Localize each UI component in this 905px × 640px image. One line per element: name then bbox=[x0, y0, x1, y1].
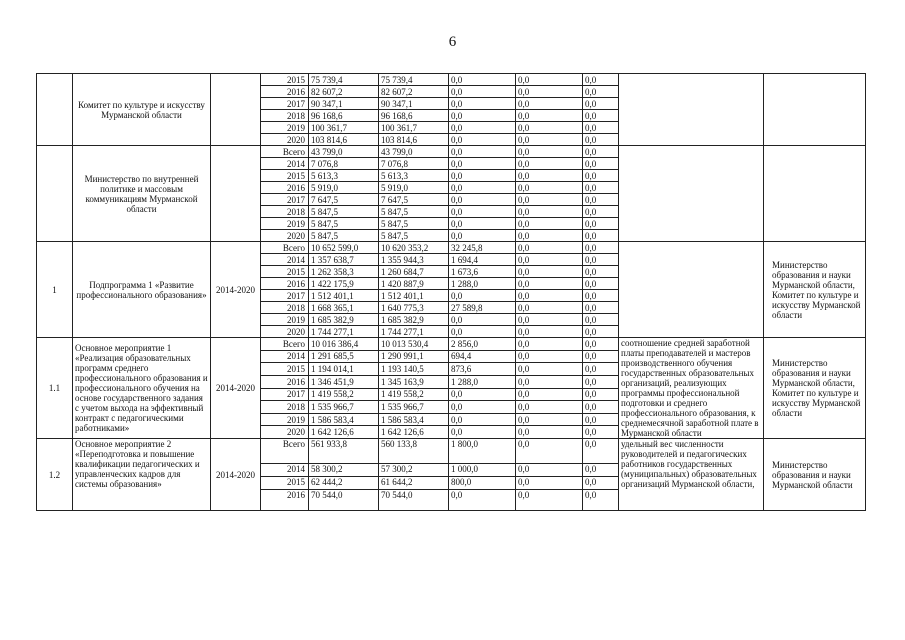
value-cell: 0,0 bbox=[583, 122, 619, 134]
value-cell: 0,0 bbox=[516, 464, 583, 477]
row-responsible: Министерство образования и науки Мурманской области, Комитет по культуре и искусству Мурманской области bbox=[764, 242, 866, 338]
page-number: 6 bbox=[448, 34, 457, 50]
year-cell: 2015 bbox=[261, 363, 309, 376]
value-cell: 75 739,4 bbox=[309, 74, 379, 86]
value-cell: 1 260 684,7 bbox=[379, 266, 449, 278]
value-cell: 90 347,1 bbox=[379, 98, 449, 110]
value-cell: 5 847,5 bbox=[309, 218, 379, 230]
row-responsible bbox=[764, 146, 866, 242]
value-cell: 0,0 bbox=[449, 146, 516, 158]
value-cell: 0,0 bbox=[583, 490, 619, 511]
year-cell: 2019 bbox=[261, 218, 309, 230]
value-cell: 62 444,2 bbox=[309, 477, 379, 490]
year-cell: 2019 bbox=[261, 413, 309, 426]
value-cell: 0,0 bbox=[449, 74, 516, 86]
value-cell: 32 245,8 bbox=[449, 242, 516, 254]
value-cell: 0,0 bbox=[449, 230, 516, 242]
value-cell: 1 346 451,9 bbox=[309, 375, 379, 388]
row-responsible: Министерство образования и науки Мурманской области, Комитет по культуре и искусству Мурманской области bbox=[764, 338, 866, 439]
row-indicator: соотношение средней заработной платы преподавателей и мастеров производственного обучения государственных образовательных организаций, реализующих программы профессиональной подготовки и среднего профессионального образования, к среднемесячной заработной плате в Мурманской области bbox=[619, 338, 764, 439]
value-cell: 1 535 966,7 bbox=[379, 401, 449, 414]
table-row bbox=[37, 74, 866, 86]
value-cell: 0,0 bbox=[516, 490, 583, 511]
value-cell: 0,0 bbox=[516, 375, 583, 388]
value-cell: 1 357 638,7 bbox=[309, 254, 379, 266]
value-cell: 0,0 bbox=[583, 401, 619, 414]
value-cell: 0,0 bbox=[449, 110, 516, 122]
value-cell: 1 535 966,7 bbox=[309, 401, 379, 414]
value-cell: 103 814,6 bbox=[379, 134, 449, 146]
year-cell: 2017 bbox=[261, 290, 309, 302]
value-cell: 57 300,2 bbox=[379, 464, 449, 477]
value-cell: 0,0 bbox=[583, 290, 619, 302]
value-cell: 1 420 887,9 bbox=[379, 278, 449, 290]
value-cell: 1 668 365,1 bbox=[309, 302, 379, 314]
value-cell: 96 168,6 bbox=[309, 110, 379, 122]
value-cell: 70 544,0 bbox=[379, 490, 449, 511]
value-cell: 0,0 bbox=[516, 254, 583, 266]
value-cell: 1 288,0 bbox=[449, 278, 516, 290]
row-name: Комитет по культуре и искусству Мурманской области bbox=[73, 74, 211, 146]
value-cell: 1 291 685,5 bbox=[309, 350, 379, 363]
year-cell: 2016 bbox=[261, 375, 309, 388]
year-cell: 2016 bbox=[261, 278, 309, 290]
value-cell: 1 194 014,1 bbox=[309, 363, 379, 376]
value-cell: 0,0 bbox=[449, 490, 516, 511]
row-name: Основное мероприятие 2 «Переподготовка и повышение квалификации педагогических и управленческих кадров для системы образования» bbox=[73, 439, 211, 511]
value-cell: 1 744 277,1 bbox=[379, 326, 449, 338]
value-cell: 0,0 bbox=[516, 206, 583, 218]
year-cell: 2015 bbox=[261, 266, 309, 278]
value-cell: 75 739,4 bbox=[379, 74, 449, 86]
value-cell: 0,0 bbox=[516, 110, 583, 122]
year-cell: 2017 bbox=[261, 388, 309, 401]
value-cell: 27 589,8 bbox=[449, 302, 516, 314]
year-cell: 2019 bbox=[261, 314, 309, 326]
year-cell: 2018 bbox=[261, 401, 309, 414]
value-cell: 0,0 bbox=[583, 218, 619, 230]
year-cell: 2015 bbox=[261, 477, 309, 490]
value-cell: 10 652 599,0 bbox=[309, 242, 379, 254]
value-cell: 0,0 bbox=[583, 477, 619, 490]
value-cell: 0,0 bbox=[516, 439, 583, 464]
value-cell: 43 799,0 bbox=[309, 146, 379, 158]
value-cell: 0,0 bbox=[583, 86, 619, 98]
row-name: Подпрограмма 1 «Развитие профессионального образования» bbox=[73, 242, 211, 338]
row-number bbox=[37, 74, 73, 146]
value-cell: 0,0 bbox=[449, 182, 516, 194]
value-cell: 1 642 126,6 bbox=[379, 426, 449, 439]
row-period: 2014-2020 bbox=[211, 439, 261, 511]
row-period: 2014-2020 bbox=[211, 338, 261, 439]
row-responsible bbox=[764, 74, 866, 146]
year-cell: 2019 bbox=[261, 122, 309, 134]
row-indicator bbox=[619, 242, 764, 338]
value-cell: 0,0 bbox=[449, 290, 516, 302]
value-cell: 1 419 558,2 bbox=[379, 388, 449, 401]
value-cell: 1 288,0 bbox=[449, 375, 516, 388]
row-indicator bbox=[619, 74, 764, 146]
year-cell: 2016 bbox=[261, 86, 309, 98]
value-cell: 0,0 bbox=[516, 326, 583, 338]
year-cell: 2015 bbox=[261, 170, 309, 182]
value-cell: 0,0 bbox=[583, 206, 619, 218]
value-cell: 0,0 bbox=[583, 464, 619, 477]
value-cell: 0,0 bbox=[583, 375, 619, 388]
year-cell: Всего bbox=[261, 242, 309, 254]
value-cell: 5 613,3 bbox=[309, 170, 379, 182]
row-number: 1.1 bbox=[37, 338, 73, 439]
value-cell: 0,0 bbox=[583, 98, 619, 110]
value-cell: 10 016 386,4 bbox=[309, 338, 379, 351]
value-cell: 0,0 bbox=[583, 314, 619, 326]
row-number: 1.2 bbox=[37, 439, 73, 511]
row-responsible: Министерство образования и науки Мурманской области bbox=[764, 439, 866, 511]
value-cell: 0,0 bbox=[449, 170, 516, 182]
year-cell: 2016 bbox=[261, 182, 309, 194]
year-cell: 2014 bbox=[261, 464, 309, 477]
value-cell: 0,0 bbox=[516, 146, 583, 158]
value-cell: 1 262 358,3 bbox=[309, 266, 379, 278]
value-cell: 0,0 bbox=[449, 134, 516, 146]
value-cell: 0,0 bbox=[583, 413, 619, 426]
year-cell: 2020 bbox=[261, 230, 309, 242]
value-cell: 0,0 bbox=[516, 477, 583, 490]
year-cell: 2016 bbox=[261, 490, 309, 511]
value-cell: 0,0 bbox=[516, 182, 583, 194]
value-cell: 0,0 bbox=[449, 388, 516, 401]
value-cell: 5 919,0 bbox=[309, 182, 379, 194]
value-cell: 0,0 bbox=[516, 350, 583, 363]
value-cell: 1 193 140,5 bbox=[379, 363, 449, 376]
value-cell: 7 076,8 bbox=[309, 158, 379, 170]
year-cell: Всего bbox=[261, 439, 309, 464]
value-cell: 7 647,5 bbox=[309, 194, 379, 206]
value-cell: 5 919,0 bbox=[379, 182, 449, 194]
value-cell: 1 744 277,1 bbox=[309, 326, 379, 338]
value-cell: 0,0 bbox=[516, 278, 583, 290]
value-cell: 0,0 bbox=[516, 266, 583, 278]
value-cell: 0,0 bbox=[583, 338, 619, 351]
value-cell: 0,0 bbox=[449, 218, 516, 230]
value-cell: 1 586 583,4 bbox=[379, 413, 449, 426]
value-cell: 0,0 bbox=[449, 413, 516, 426]
year-cell: Всего bbox=[261, 146, 309, 158]
year-cell: 2018 bbox=[261, 206, 309, 218]
value-cell: 1 640 775,3 bbox=[379, 302, 449, 314]
value-cell: 0,0 bbox=[449, 122, 516, 134]
value-cell: 0,0 bbox=[516, 302, 583, 314]
year-cell: 2017 bbox=[261, 194, 309, 206]
value-cell: 0,0 bbox=[583, 194, 619, 206]
value-cell: 2 856,0 bbox=[449, 338, 516, 351]
row-number bbox=[37, 146, 73, 242]
value-cell: 0,0 bbox=[583, 326, 619, 338]
value-cell: 43 799,0 bbox=[379, 146, 449, 158]
value-cell: 90 347,1 bbox=[309, 98, 379, 110]
value-cell: 10 620 353,2 bbox=[379, 242, 449, 254]
value-cell: 1 685 382,9 bbox=[309, 314, 379, 326]
value-cell: 1 000,0 bbox=[449, 464, 516, 477]
value-cell: 0,0 bbox=[516, 242, 583, 254]
year-cell: Всего bbox=[261, 338, 309, 351]
value-cell: 694,4 bbox=[449, 350, 516, 363]
row-number: 1 bbox=[37, 242, 73, 338]
value-cell: 1 586 583,4 bbox=[309, 413, 379, 426]
value-cell: 0,0 bbox=[516, 426, 583, 439]
value-cell: 0,0 bbox=[449, 426, 516, 439]
value-cell: 0,0 bbox=[516, 290, 583, 302]
year-cell: 2015 bbox=[261, 74, 309, 86]
value-cell: 0,0 bbox=[449, 194, 516, 206]
budget-table bbox=[36, 73, 866, 511]
value-cell: 5 847,5 bbox=[309, 230, 379, 242]
value-cell: 82 607,2 bbox=[309, 86, 379, 98]
value-cell: 0,0 bbox=[583, 426, 619, 439]
value-cell: 0,0 bbox=[516, 314, 583, 326]
row-indicator: удельный вес численности руководителей и педагогических работников государственных (муниципальных) образовательных организаций Мурманской области, bbox=[619, 439, 764, 511]
value-cell: 0,0 bbox=[583, 158, 619, 170]
value-cell: 100 361,7 bbox=[379, 122, 449, 134]
value-cell: 0,0 bbox=[516, 134, 583, 146]
value-cell: 0,0 bbox=[516, 86, 583, 98]
value-cell: 5 847,5 bbox=[379, 218, 449, 230]
value-cell: 0,0 bbox=[516, 170, 583, 182]
value-cell: 58 300,2 bbox=[309, 464, 379, 477]
value-cell: 800,0 bbox=[449, 477, 516, 490]
value-cell: 0,0 bbox=[583, 363, 619, 376]
value-cell: 1 694,4 bbox=[449, 254, 516, 266]
year-cell: 2014 bbox=[261, 254, 309, 266]
value-cell: 0,0 bbox=[516, 122, 583, 134]
year-cell: 2020 bbox=[261, 326, 309, 338]
row-name: Основное мероприятие 1 «Реализация образовательных программ среднего профессионального образования и профессионального обучения на основе государственного задания с учетом выхода на эффективный контракт с педагогическими работниками» bbox=[73, 338, 211, 439]
value-cell: 1 512 401,1 bbox=[309, 290, 379, 302]
value-cell: 0,0 bbox=[516, 194, 583, 206]
row-name: Министерство по внутренней политике и массовым коммуникациям Мурманской области bbox=[73, 146, 211, 242]
value-cell: 873,6 bbox=[449, 363, 516, 376]
value-cell: 5 847,5 bbox=[379, 206, 449, 218]
value-cell: 1 419 558,2 bbox=[309, 388, 379, 401]
value-cell: 61 644,2 bbox=[379, 477, 449, 490]
row-indicator bbox=[619, 146, 764, 242]
value-cell: 10 013 530,4 bbox=[379, 338, 449, 351]
table-row bbox=[37, 338, 866, 351]
value-cell: 0,0 bbox=[449, 401, 516, 414]
table-row bbox=[37, 146, 866, 158]
row-period: 2014-2020 bbox=[211, 242, 261, 338]
value-cell: 0,0 bbox=[583, 182, 619, 194]
row-period bbox=[211, 146, 261, 242]
value-cell: 0,0 bbox=[583, 266, 619, 278]
year-cell: 2014 bbox=[261, 350, 309, 363]
value-cell: 0,0 bbox=[449, 206, 516, 218]
value-cell: 0,0 bbox=[583, 242, 619, 254]
value-cell: 0,0 bbox=[583, 350, 619, 363]
value-cell: 0,0 bbox=[516, 218, 583, 230]
value-cell: 103 814,6 bbox=[309, 134, 379, 146]
value-cell: 0,0 bbox=[449, 158, 516, 170]
value-cell: 1 685 382,9 bbox=[379, 314, 449, 326]
year-cell: 2020 bbox=[261, 426, 309, 439]
value-cell: 1 642 126,6 bbox=[309, 426, 379, 439]
value-cell: 0,0 bbox=[449, 326, 516, 338]
value-cell: 5 613,3 bbox=[379, 170, 449, 182]
table-row bbox=[37, 439, 866, 464]
value-cell: 1 422 175,9 bbox=[309, 278, 379, 290]
value-cell: 0,0 bbox=[583, 110, 619, 122]
value-cell: 82 607,2 bbox=[379, 86, 449, 98]
value-cell: 1 673,6 bbox=[449, 266, 516, 278]
value-cell: 0,0 bbox=[516, 413, 583, 426]
value-cell: 70 544,0 bbox=[309, 490, 379, 511]
value-cell: 1 512 401,1 bbox=[379, 290, 449, 302]
value-cell: 560 133,8 bbox=[379, 439, 449, 464]
value-cell: 0,0 bbox=[516, 230, 583, 242]
year-cell: 2017 bbox=[261, 98, 309, 110]
value-cell: 0,0 bbox=[516, 363, 583, 376]
year-cell: 2020 bbox=[261, 134, 309, 146]
value-cell: 7 647,5 bbox=[379, 194, 449, 206]
value-cell: 0,0 bbox=[583, 170, 619, 182]
value-cell: 561 933,8 bbox=[309, 439, 379, 464]
value-cell: 0,0 bbox=[583, 439, 619, 464]
value-cell: 0,0 bbox=[583, 146, 619, 158]
year-cell: 2018 bbox=[261, 302, 309, 314]
row-period bbox=[211, 74, 261, 146]
value-cell: 1 800,0 bbox=[449, 439, 516, 464]
value-cell: 5 847,5 bbox=[309, 206, 379, 218]
value-cell: 100 361,7 bbox=[309, 122, 379, 134]
value-cell: 0,0 bbox=[583, 388, 619, 401]
value-cell: 0,0 bbox=[449, 86, 516, 98]
value-cell: 0,0 bbox=[449, 98, 516, 110]
value-cell: 0,0 bbox=[449, 314, 516, 326]
value-cell: 0,0 bbox=[583, 254, 619, 266]
value-cell: 1 355 944,3 bbox=[379, 254, 449, 266]
value-cell: 1 290 991,1 bbox=[379, 350, 449, 363]
value-cell: 0,0 bbox=[583, 278, 619, 290]
value-cell: 0,0 bbox=[516, 74, 583, 86]
value-cell: 7 076,8 bbox=[379, 158, 449, 170]
value-cell: 0,0 bbox=[583, 134, 619, 146]
value-cell: 0,0 bbox=[516, 401, 583, 414]
year-cell: 2018 bbox=[261, 110, 309, 122]
value-cell: 1 345 163,9 bbox=[379, 375, 449, 388]
value-cell: 0,0 bbox=[583, 230, 619, 242]
value-cell: 5 847,5 bbox=[379, 230, 449, 242]
value-cell: 96 168,6 bbox=[379, 110, 449, 122]
value-cell: 0,0 bbox=[583, 302, 619, 314]
value-cell: 0,0 bbox=[516, 158, 583, 170]
year-cell: 2014 bbox=[261, 158, 309, 170]
value-cell: 0,0 bbox=[516, 98, 583, 110]
table-row bbox=[37, 242, 866, 254]
value-cell: 0,0 bbox=[516, 338, 583, 351]
value-cell: 0,0 bbox=[583, 74, 619, 86]
value-cell: 0,0 bbox=[516, 388, 583, 401]
